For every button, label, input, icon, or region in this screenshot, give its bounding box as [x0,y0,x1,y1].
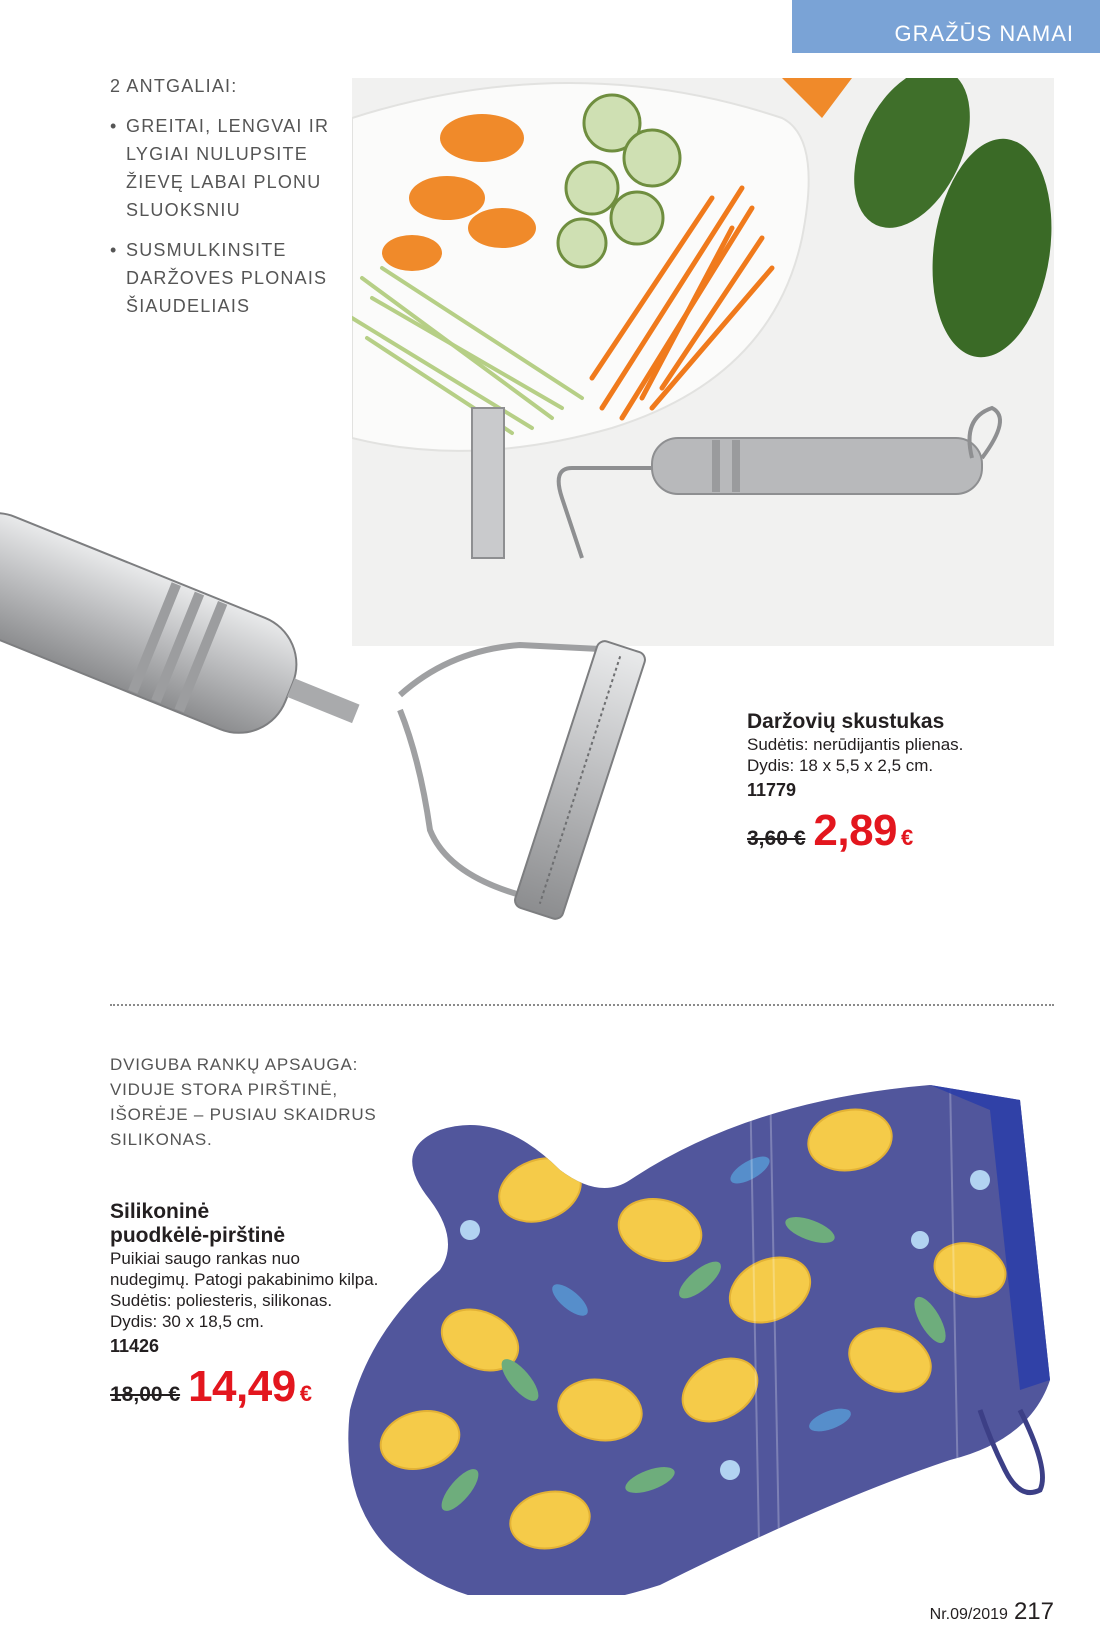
peeler-feature-list [110,112,350,320]
product-size: Dydis: 30 x 18,5 cm. [110,1312,265,1331]
section-divider [110,1004,1054,1006]
peeler-feature-item: • SUSMULKINSITE DARŽOVES PLONAIS ŠIAUDELIAIS [110,236,350,320]
page-number: 217 [1013,1598,1054,1625]
peeler-feature-item: • GREITAI, LENGVAI IR LYGIAI NULUPSITE ŽIEVĘ LABAI PLONU SLUOKSNIU [110,112,350,224]
product-name: Silikoninė [110,1200,210,1223]
section-tab-label: GRAŽŪS NAMAI [894,21,1074,46]
old-price: 3,60 € [747,827,806,850]
product-code: 11779 [747,780,797,800]
product-size: Dydis: 18 x 5,5 x 2,5 cm. [747,756,934,775]
peeler-intro-heading: 2 ANTGALIAI: [110,76,238,96]
new-price: 14,49 [188,1362,296,1411]
product-composition: Sudėtis: nerūdijantis plienas. [747,735,964,754]
section-tab [792,0,1100,53]
peeler-intro [110,72,350,332]
page-footer [930,1598,1054,1626]
new-price: 2,89 [813,806,898,855]
product-name: puodkėlė-pirštinė [110,1224,286,1247]
product-code: 11426 [110,1336,160,1356]
mitt-intro-text: DVIGUBA RANKŲ APSAUGA: VIDUJE STORA PIRŠTINĖ, IŠORĖJE – PUSIAU SKAIDRUS SILIKONAS. [110,1055,377,1149]
peeler-product-info [747,710,1067,856]
product-description: Puikiai saugo rankas nuo nudegimų. Patogi pakabinimo kilpa. [110,1249,379,1289]
currency-symbol: € [299,1381,312,1406]
issue-number: Nr.09/2019 [929,1606,1008,1623]
oven-mitt-photo [330,1080,1060,1595]
product-name: Daržovių skustukas [747,710,945,733]
currency-symbol: € [901,825,914,850]
old-price: 18,00 € [110,1383,181,1406]
product-composition: Sudėtis: poliesteris, silikonas. [110,1291,333,1310]
peeler-photo [0,500,720,970]
price-row [747,806,1067,856]
